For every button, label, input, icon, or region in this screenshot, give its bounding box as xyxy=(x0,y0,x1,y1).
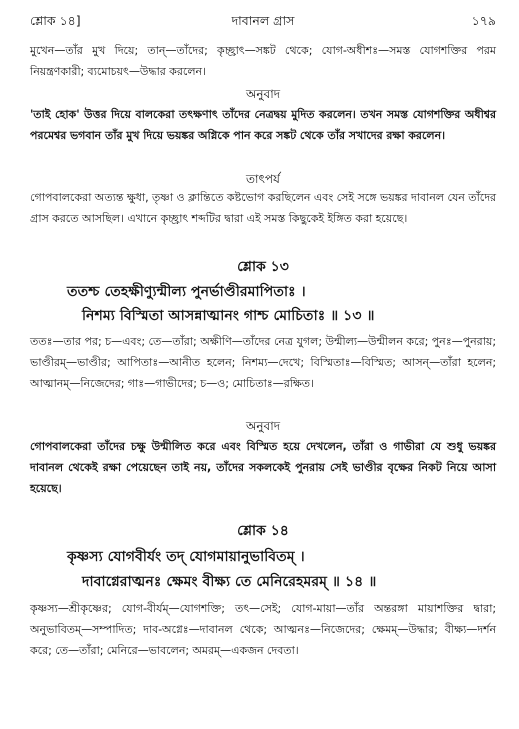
sloka-14-synonyms: কৃষ্ণস্য—শ্রীকৃষ্ণের; যোগ-বীর্যম্—যোগশক্তি; তৎ—সেই; যোগ-মায়া—তাঁর অন্তরঙ্গা মায়াশক্তির দ্বারা; অনুভাবিতম্—সম্পাদিত; দাব-অগ্নেঃ—দাবানল থেকে; আত্মনঃ—নিজেদের; ক্ষেমম্—উদ্ধার; বীক্ষ্য—দর্শন করে; তে—তাঁরা; মেনিরে—ভাবলেন; অমরম্—একজন দেবতা। xyxy=(30,602,496,657)
page-header xyxy=(30,13,496,33)
header-verse-ref: শ্লোক ১৪] xyxy=(30,13,81,28)
sloka-13-heading: শ্লোক ১৩ xyxy=(237,259,289,275)
purport-heading: তাৎপর্য xyxy=(246,172,280,186)
sloka-13-verse-line-1: ততশ্চ তেহক্ষীণ্যুন্মীল্য পুনর্ভাণ্ডীরমাপিতাঃ । xyxy=(67,284,306,300)
sloka-13-synonyms: ততঃ—তার পর; চ—এবং; তে—তাঁরা; অক্ষীণি—তাঁদের নেত্র যুগল; উন্মীল্য—উন্মীলন করে; পুনঃ—পুনরায়; ভাণ্ডীরম্—ভাণ্ডীর; আপিতাঃ—আনীত হলেন; নিশম্য—দেখে; বিস্মিতাঃ—বিস্মিত; আসন্—তাঁরা হলেন; আত্মানম্—নিজেদের; গাঃ—গাভীদের; চ—ও; মোচিতাঃ—রক্ষিত। xyxy=(30,335,496,390)
header-chapter-title: দাবানল গ্রাস xyxy=(231,13,295,28)
book-page xyxy=(30,0,496,729)
sloka-14-verse-line-1: কৃষ্ণস্য যোগবীর্যং তদ্ যোগমায়ানুভাবিতম্ । xyxy=(67,549,305,565)
sloka-13-translation: গোপবালকেরা তাঁদের চক্ষু উন্মীলিত করে এবং বিস্মিত হয়ে দেখলেন, তাঁরা ও গাভীরা যে শুধু ভয়ঙ্কর দাবানল থেকেই রক্ষা পেয়েছেন তাই নয়, তাঁদের সকলকেই পুনরায় সেই ভাণ্ডীর বৃক্ষের নিকট নিয়ে আসা হয়েছে। xyxy=(30,440,496,495)
purport-text: গোপবালকেরা অত্যন্ত ক্ষুধা, তৃষ্ণা ও ক্লান্তিতে কষ্টভোগ করছিলেন এবং সেই সঙ্গে ভয়ঙ্কর দাবানল যেন তাঁদের গ্রাস করতে আসছিল। এখানে কৃচ্ছ্রাৎ শব্দটির দ্বারা এই সমস্ত কিছুকেই ইঙ্গিত করা হয়েছে। xyxy=(30,191,496,225)
header-page-number: ১৭৯ xyxy=(471,13,496,28)
sloka-14-heading: শ্লোক ১৪ xyxy=(237,523,289,539)
sloka-13-translation-heading: অনুবাদ xyxy=(245,419,281,433)
translation-heading: অনুবাদ xyxy=(245,87,281,101)
sloka-13-verse-line-2: নিশম্য বিস্মিতা আসন্নাত্মানং গাশ্চ মোচিতাঃ ॥ ১৩ ॥ xyxy=(82,308,375,324)
sloka-14-verse-line-2: দাবাগ্নেরাত্মনঃ ক্ষেমং বীক্ষ্য তে মেনিরেহমরম্ ॥ ১৪ ॥ xyxy=(82,574,377,590)
synonyms-continued: মুখেন—তাঁর মুখ দিয়ে; তান্—তাঁদের; কৃচ্ছ্রাৎ—সঙ্কট থেকে; যোগ-অধীশঃ—সমস্ত যোগশক্তির পরম নিয়ন্ত্রণকারী; ব্যমোচয়ৎ—উদ্ধার করলেন। xyxy=(30,44,496,78)
translation-text: 'তাই হোক' উত্তর দিয়ে বালকেরা তৎক্ষণাৎ তাঁদের নেত্রদ্বয় মুদিত করলেন। তখন সমস্ত যোগশক্তির অধীশ্বর পরমেশ্বর ভগবান তাঁর মুখ দিয়ে ভয়ঙ্কর অগ্নিকে পান করে সঙ্কট থেকে তাঁর সখাদের রক্ষা করলেন। xyxy=(30,108,496,142)
